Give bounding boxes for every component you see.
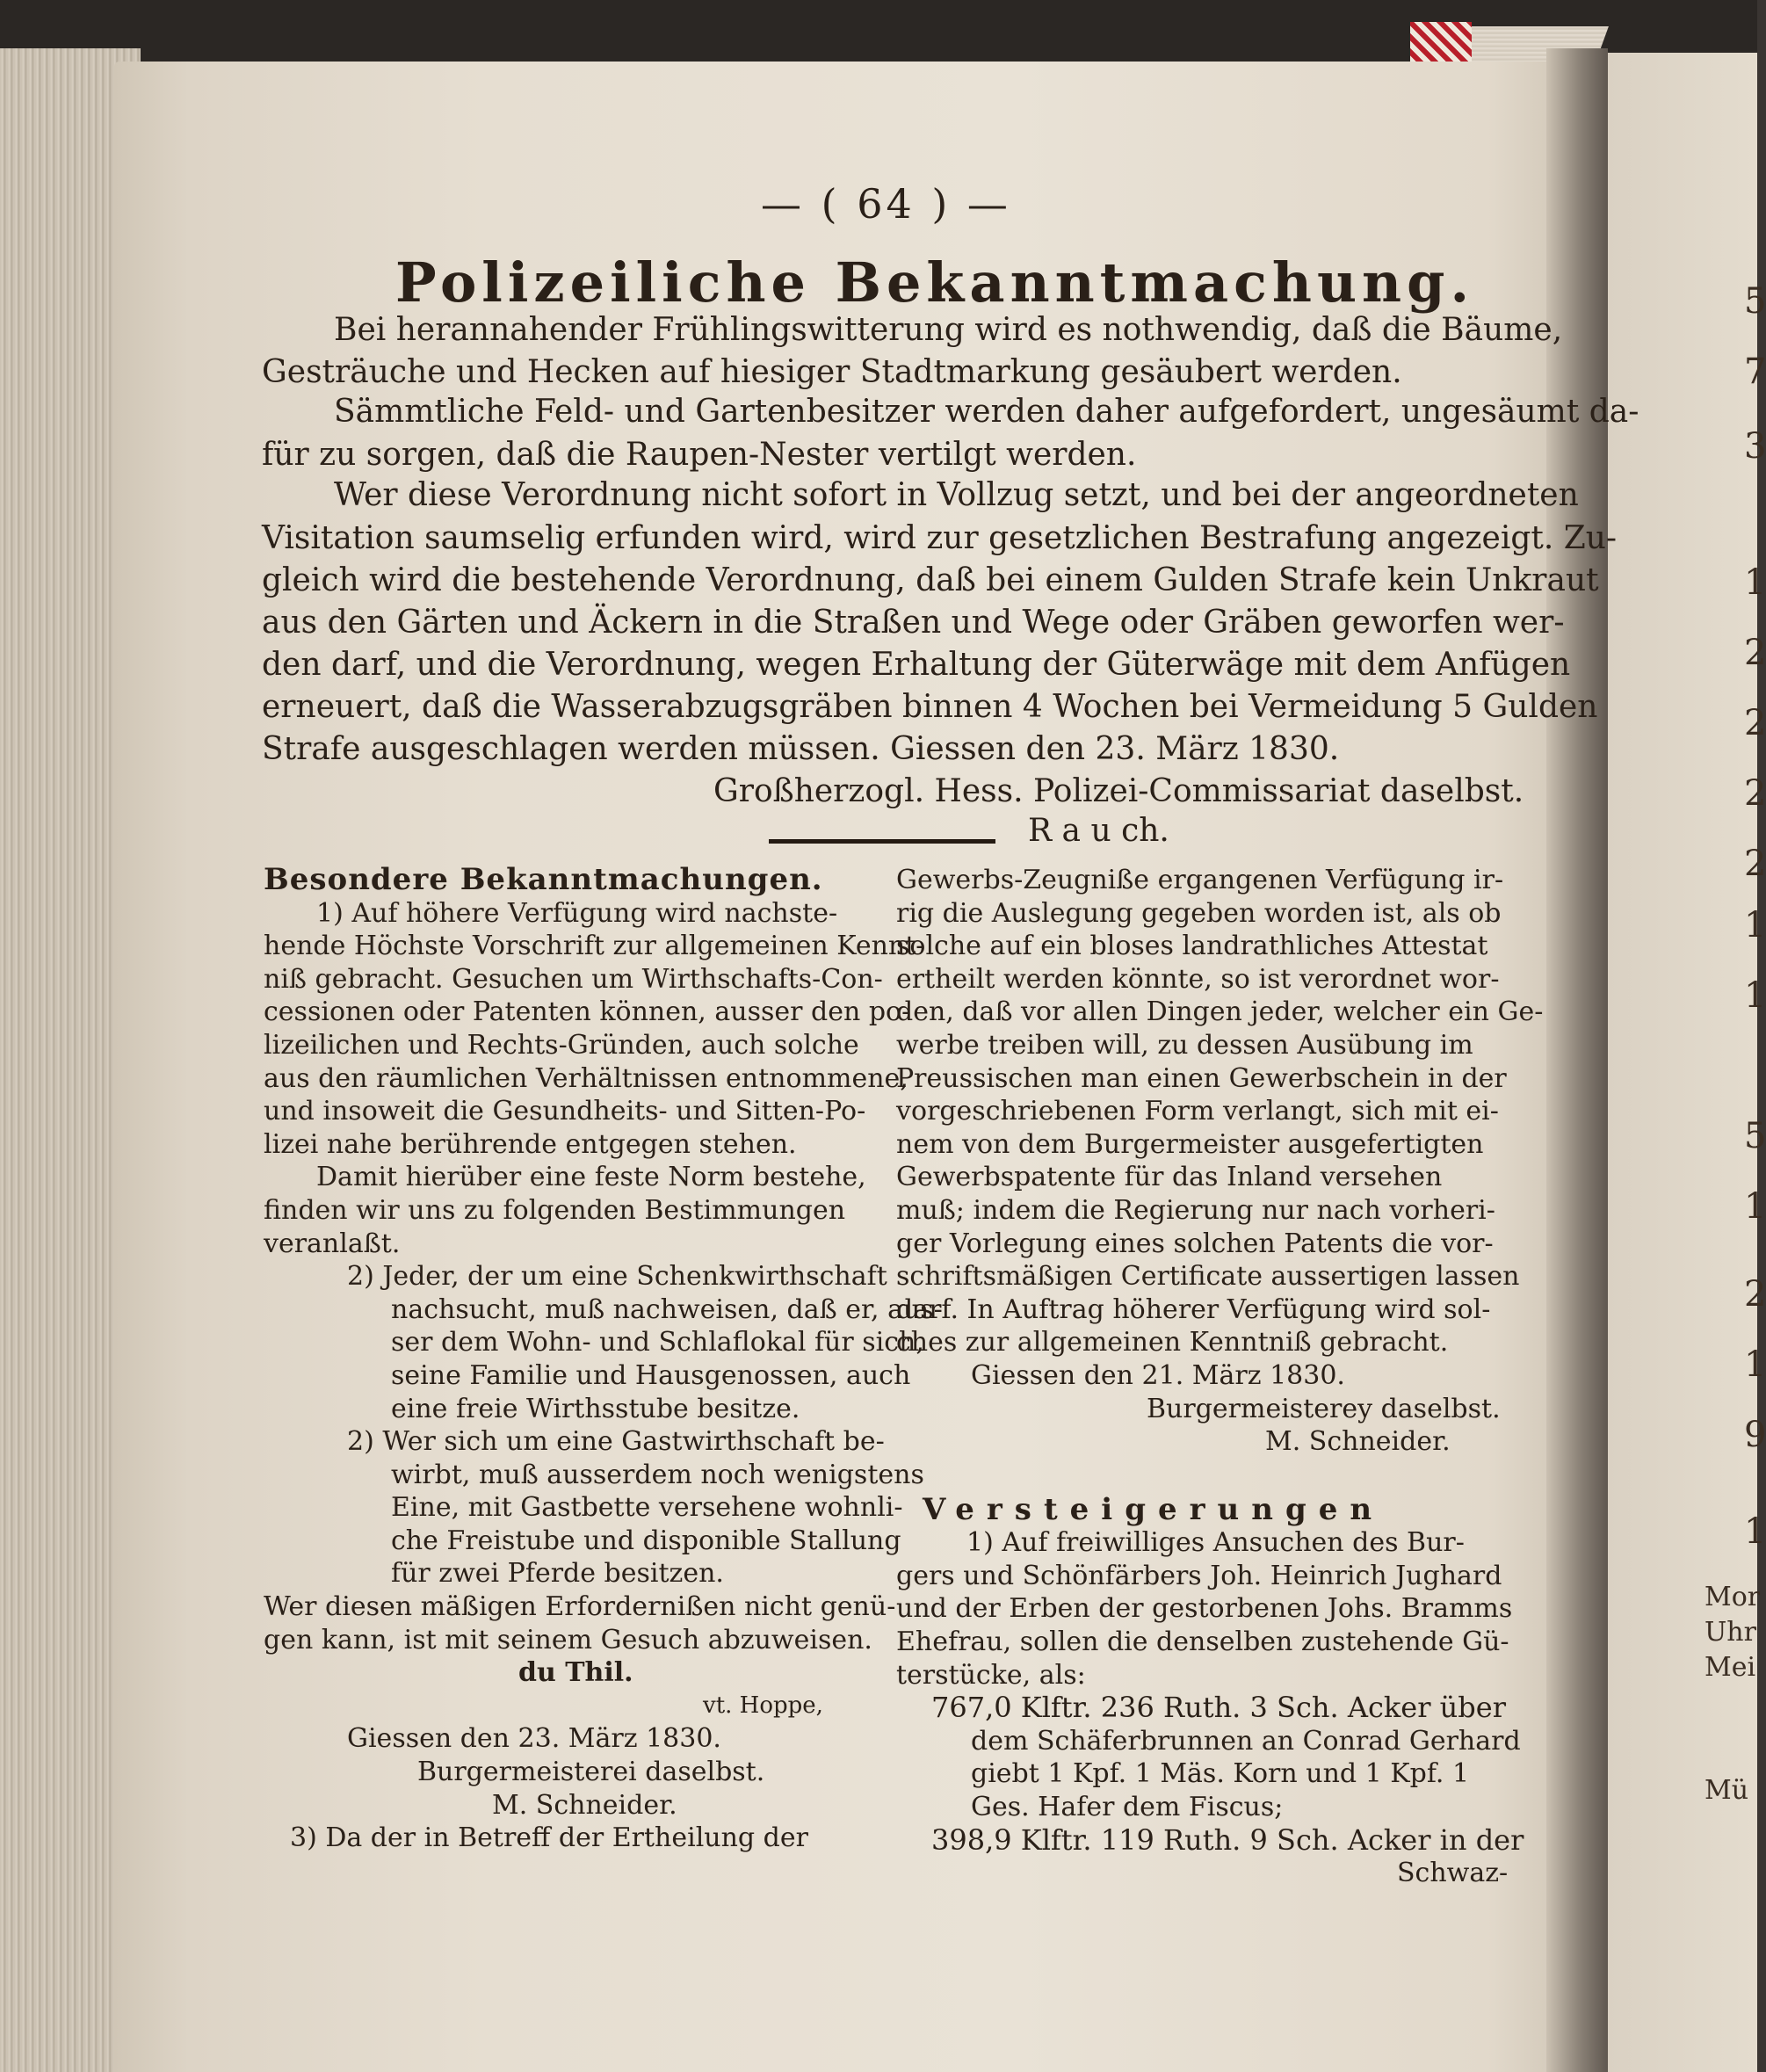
text-line: Gewerbs-Zeugniße ergangenen Verfügung ir- (896, 865, 1504, 895)
section-heading: Besondere Bekanntmachungen. (264, 862, 823, 897)
text-line: terstücke, als: (896, 1659, 1086, 1691)
book-gutter (1546, 48, 1608, 2072)
text-line: solche auf ein bloses landrathliches Attestat (896, 931, 1488, 962)
date-line: Giessen den 21. März 1830. (971, 1359, 1345, 1391)
date-line: Giessen den 23. März 1830. (347, 1723, 721, 1755)
text-line: darf. In Auftrag höherer Verfügung wird sol- (896, 1293, 1491, 1325)
text-line: niß gebracht. Gesuchen um Wirthschafts-Con- (264, 963, 883, 995)
text-line: Eine, mit Gastbette versehene wohnli- (391, 1492, 903, 1524)
signature: R a u ch. (1028, 813, 1169, 849)
text-line: ger Vorlegung eines solchen Patents die vor- (896, 1228, 1494, 1259)
text-line: ertheilt werden könnte, so ist verordnet wor- (896, 963, 1500, 995)
section-heading: Versteigerungen (923, 1491, 1385, 1527)
text-line: den, daß vor allen Dingen jeder, welcher ein Ge- (896, 996, 1544, 1028)
facing-page-fragment: Uhr (1704, 1617, 1756, 1648)
text-line: ches zur allgemeinen Kenntniß gebracht. (896, 1327, 1449, 1358)
facing-page (1595, 53, 1766, 2072)
text-line: für zwei Pferde besitzen. (391, 1558, 724, 1590)
announcement-line: erneuert, daß die Wasserabzugsgräben binnen 4 Wochen bei Vermeidung 5 Gulden (262, 689, 1598, 725)
text-line: 767,0 Klftr. 236 Ruth. 3 Sch. Acker über (931, 1691, 1506, 1725)
facing-page-fragment: 2 (1744, 633, 1766, 673)
facing-page-fragment: 3 (1744, 426, 1766, 467)
facing-page-fragment: 2 (1744, 773, 1766, 814)
facing-page-fragment: 1 (1744, 1344, 1766, 1385)
text-line: hende Höchste Vorschrift zur allgemeinen Kennt- (264, 931, 925, 962)
text-line: schriftsmäßigen Certificate aussertigen lassen (896, 1261, 1520, 1293)
authority-line: Burgermeisterey daselbst. (1147, 1393, 1501, 1424)
signature-name: M. Schneider. (1265, 1426, 1451, 1458)
text-line: vorgeschriebenen Form verlangt, sich mit ei- (896, 1096, 1499, 1127)
text-line: Ehefrau, sollen die denselben zustehende Gü- (896, 1626, 1509, 1658)
text-line: muß; indem die Regierung nur nach vorheri- (896, 1194, 1495, 1226)
facing-page-fragment: 1 (1744, 975, 1766, 1016)
text-line: seine Familie und Hausgenossen, auch (391, 1359, 911, 1391)
text-line: 1) Auf freiwilliges Ansuchen des Bur- (966, 1527, 1465, 1559)
facing-page-fragment: 2 (1744, 1274, 1766, 1315)
facing-page-fragment: Mei (1704, 1652, 1756, 1683)
signature-name: vt. Hoppe, (703, 1692, 823, 1719)
facing-page-fragment: 2 (1744, 844, 1766, 884)
text-line: nachsucht, muß nachweisen, daß er, aus- (391, 1293, 943, 1325)
announcement-line: Strafe ausgeschlagen werden müssen. Giessen den 23. März 1830. (262, 731, 1340, 767)
text-line: giebt 1 Kpf. 1 Mäs. Korn und 1 Kpf. 1 (971, 1758, 1470, 1790)
text-line: 398,9 Klftr. 119 Ruth. 9 Sch. Acker in der (931, 1822, 1524, 1857)
text-line: nem von dem Burgermeister ausgefertigten (896, 1128, 1484, 1160)
text-line: lizei nahe berührende entgegen stehen. (264, 1128, 797, 1160)
page-title: Polizeiliche Bekanntmachung. (395, 250, 1475, 315)
text-line: ser dem Wohn- und Schlaflokal für sich, (391, 1327, 924, 1358)
text-line: gers und Schönfärbers Joh. Heinrich Jughard (896, 1560, 1502, 1591)
text-line: finden wir uns zu folgenden Bestimmungen (264, 1194, 846, 1226)
right-column (896, 864, 1544, 1890)
text-line: und insoweit die Gesundheits- und Sitten-Po- (264, 1096, 866, 1127)
facing-page-fragment: Mor (1704, 1582, 1761, 1612)
page-number: — ( 64 ) — (761, 180, 1011, 228)
text-line: veranlaßt. (264, 1228, 401, 1259)
text-line: 2) Wer sich um eine Gastwirthschaft be- (347, 1426, 885, 1458)
signature-name: du Thil. (518, 1657, 633, 1689)
text-line: rig die Auslegung gegeben worden ist, als ob (896, 897, 1502, 929)
facing-page-fragment: 9 (1744, 1415, 1766, 1455)
text-line: Ges. Hafer dem Fiscus; (971, 1792, 1284, 1823)
announcement-line: den darf, und die Verordnung, wegen Erhaltung der Güterwäge mit dem Anfügen (262, 647, 1571, 683)
text-line: 1) Auf höhere Verfügung wird nachste- (316, 897, 838, 929)
spacer (896, 1459, 1502, 1494)
section-divider (769, 839, 995, 844)
announcement-line: aus den Gärten und Äckern in die Straßen und Wege oder Gräben geworfen wer- (262, 605, 1565, 641)
facing-page-fragment: 2 (1744, 703, 1766, 743)
announcement-line: gleich wird die bestehende Verordnung, daß bei einem Gulden Strafe kein Unkraut (262, 562, 1599, 598)
text-line: eine freie Wirthsstube besitze. (391, 1393, 800, 1424)
text-line: Wer diesen mäßigen Erfordernißen nicht genü- (264, 1591, 896, 1623)
facing-page-fragment: 1 (1744, 1511, 1766, 1552)
announcement-line: Visitation saumselig erfunden wird, wird zur gesetzlichen Bestrafung angezeigt. Zu- (262, 520, 1618, 556)
facing-page-fragment: 1 (1744, 1186, 1766, 1227)
announcement-line: Gesträuche und Hecken auf hiesiger Stadtmarkung gesäubert werden. (262, 354, 1402, 390)
text-line: 2) Jeder, der um eine Schenkwirthschaft (347, 1261, 887, 1293)
authority-line: Großherzogl. Hess. Polizei-Commissariat daselbst. (713, 773, 1524, 809)
facing-page-fragment: 5 (1744, 1116, 1766, 1156)
text-line: und der Erben der gestorbenen Johs. Bramms (896, 1593, 1513, 1625)
text-line: aus den räumlichen Verhältnissen entnommene, (264, 1062, 908, 1094)
announcement-line: Sämmtliche Feld- und Gartenbesitzer werden daher aufgefordert, ungesäumt da- (334, 394, 1639, 430)
announcement-line: Bei herannahender Frühlingswitterung wird es nothwendig, daß die Bäume, (334, 312, 1563, 348)
authority-line: Burgermeisterei daselbst. (417, 1757, 765, 1788)
text-line: lizeilichen und Rechts-Gründen, auch solche (264, 1029, 859, 1061)
text-line: 3) Da der in Betreff der Ertheilung der (290, 1822, 808, 1854)
text-line: Preussischen man einen Gewerbschein in der (896, 1062, 1507, 1094)
facing-page-fragment: 1 (1744, 905, 1766, 945)
signature-name: M. Schneider. (492, 1789, 677, 1821)
left-column (264, 862, 943, 1855)
text-line: Gewerbspatente für das Inland versehen (896, 1162, 1443, 1193)
facing-page-fragment: Mü (1704, 1775, 1749, 1806)
text-line: che Freistube und disponible Stallung (391, 1525, 901, 1556)
text-line: Damit hierüber eine feste Norm bestehe, (316, 1162, 866, 1193)
text-line: Schwaz- (1397, 1858, 1509, 1889)
facing-page-fragment: 7 (1744, 351, 1766, 392)
announcement-line: Wer diese Verordnung nicht sofort in Vollzug setzt, und bei der angeordneten (334, 477, 1579, 513)
facing-page-fragment: 1 (1744, 562, 1766, 603)
text-line: gen kann, ist mit seinem Gesuch abzuweisen. (264, 1624, 872, 1655)
text-line: werbe treiben will, zu dessen Ausübung im (896, 1029, 1473, 1061)
text-line: cessionen oder Patenten können, ausser den po- (264, 996, 911, 1028)
text-line: dem Schäferbrunnen an Conrad Gerhard (971, 1725, 1521, 1757)
facing-page-fragment: 5 (1744, 281, 1766, 322)
announcement-line: für zu sorgen, daß die Raupen-Nester vertilgt werden. (262, 437, 1137, 473)
text-line: wirbt, muß ausserdem noch wenigstens (391, 1459, 924, 1490)
